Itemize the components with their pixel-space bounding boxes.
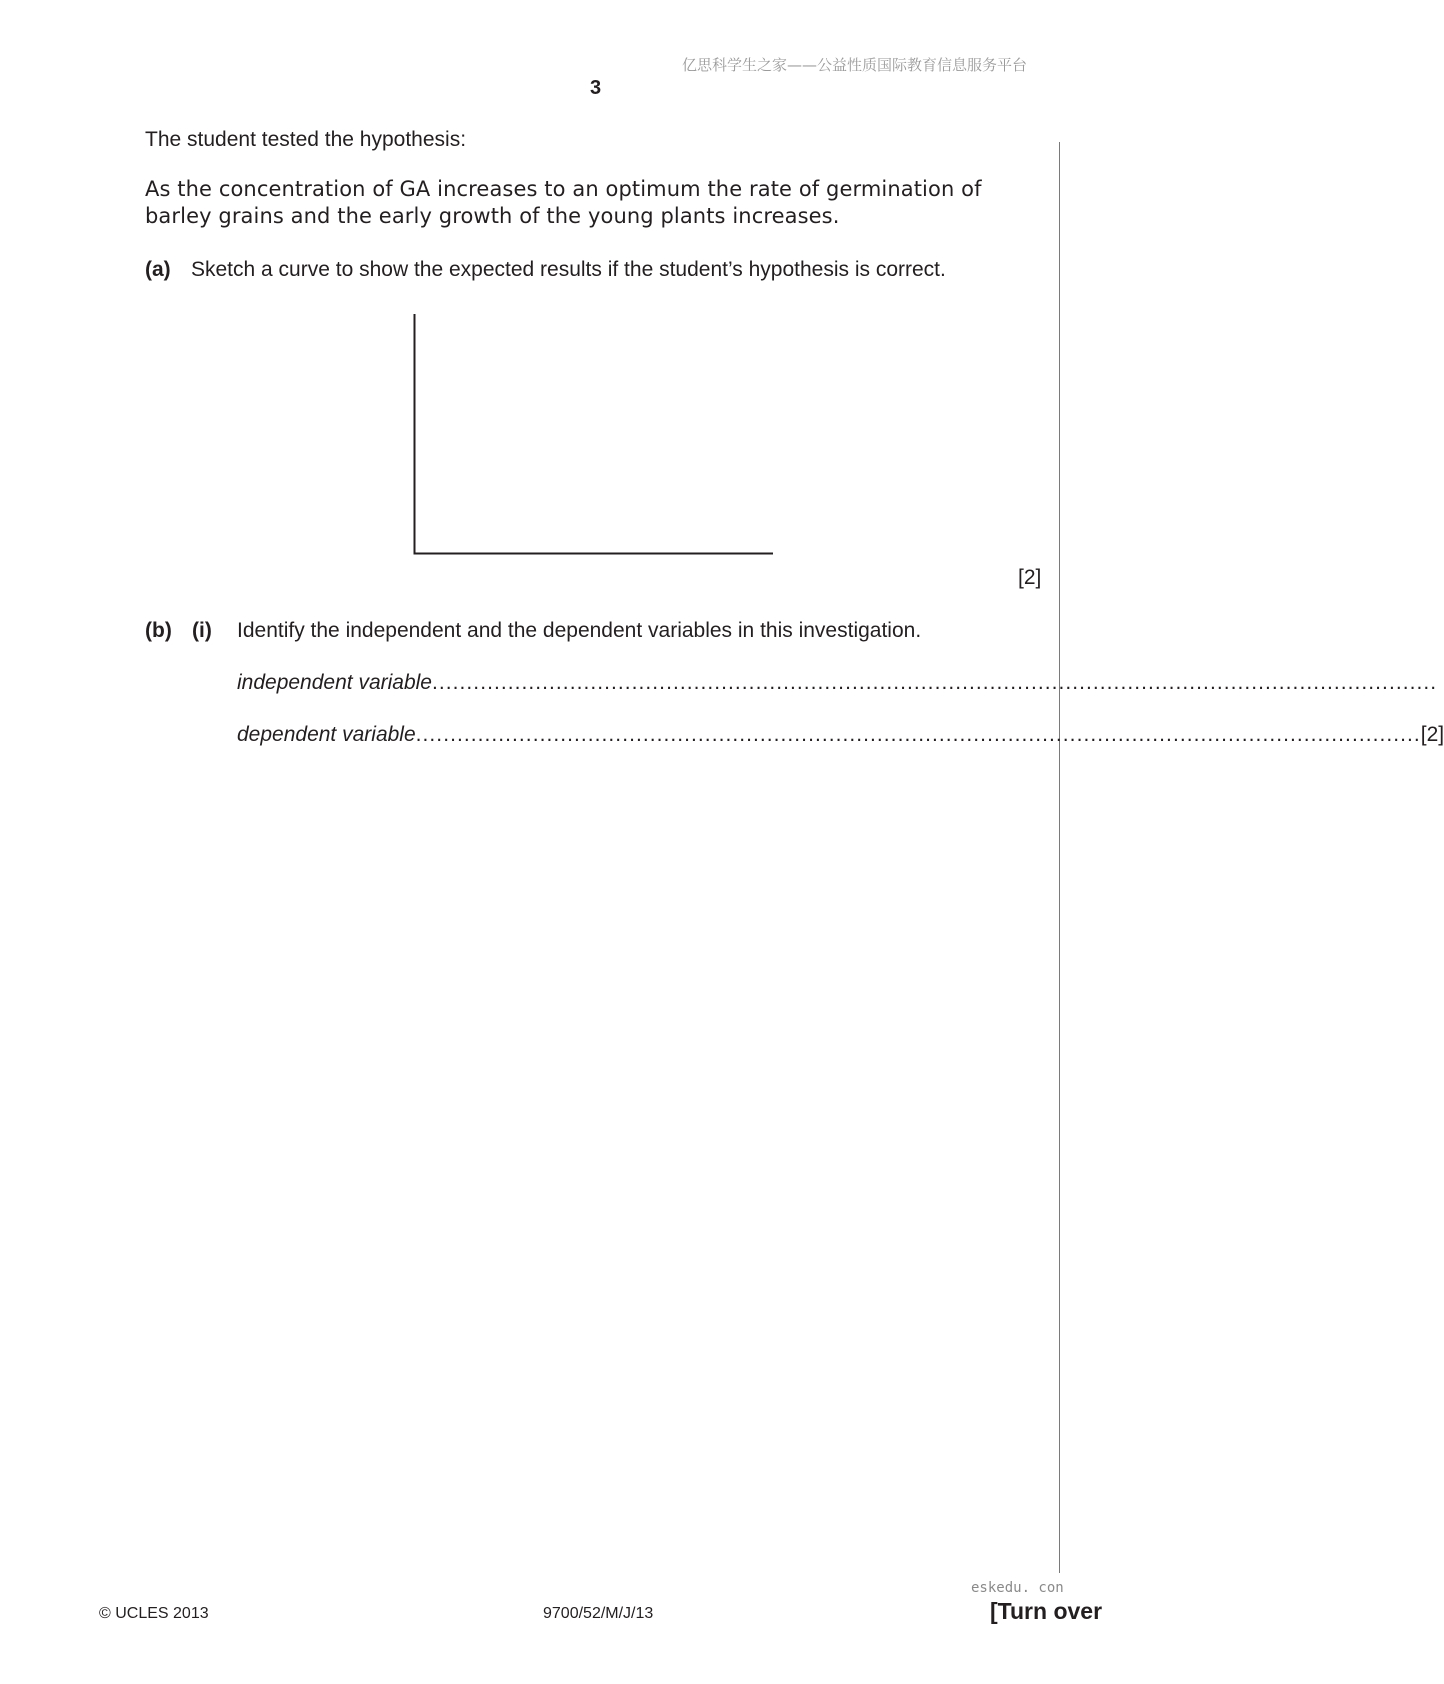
hypothesis-line-2: barley grains and the early growth of the young plants increases. bbox=[145, 204, 840, 228]
copyright: © UCLES 2013 bbox=[99, 1605, 209, 1622]
question-b-i-text: Identify the independent and the dependent variables in this investigation. bbox=[237, 619, 922, 642]
paper-code: 9700/52/M/J/13 bbox=[543, 1605, 654, 1622]
watermark-header: 亿思科学生之家——公益性质国际教育信息服务平台 bbox=[682, 56, 1028, 74]
independent-variable-answer-line[interactable] bbox=[237, 671, 1438, 697]
turn-over: [Turn over bbox=[990, 1598, 1103, 1624]
hypothesis-statement bbox=[145, 176, 1025, 230]
answer-dots: .................................................................................................................................................. bbox=[432, 671, 1438, 694]
sketch-graph-axes[interactable] bbox=[413, 314, 773, 555]
intro-text: The student tested the hypothesis: bbox=[145, 128, 467, 151]
watermark-footer: eskedu. con bbox=[971, 1580, 1064, 1596]
question-a-label: (a) bbox=[145, 258, 171, 281]
marks-a: [2] bbox=[1018, 566, 1042, 589]
page-number: 3 bbox=[589, 77, 602, 99]
question-a-text: Sketch a curve to show the expected results if the student’s hypothesis is correct. bbox=[191, 258, 946, 281]
question-b-i-label: (i) bbox=[192, 619, 212, 642]
margin-rule bbox=[1059, 142, 1060, 1573]
independent-variable-label: independent variable bbox=[237, 671, 432, 694]
answer-dots: .................................................................................................................................................. bbox=[415, 723, 1421, 746]
question-b-label: (b) bbox=[145, 619, 172, 642]
marks-b: [2] bbox=[1420, 723, 1444, 746]
dependent-variable-label: dependent variable bbox=[237, 723, 416, 746]
hypothesis-line-1: As the concentration of GA increases to an optimum the rate of germination of bbox=[145, 177, 982, 201]
dependent-variable-answer-line[interactable] bbox=[237, 723, 1444, 749]
